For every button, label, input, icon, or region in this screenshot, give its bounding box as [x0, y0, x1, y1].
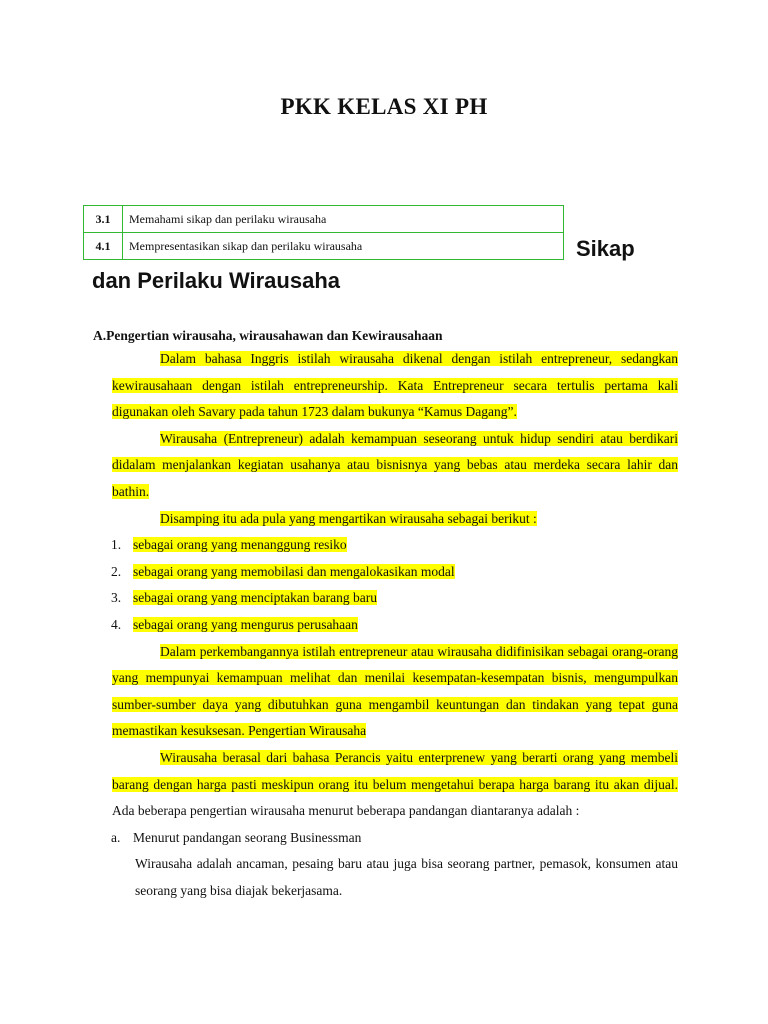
heading-part-1: Sikap: [576, 236, 635, 261]
section-heading-a: A.Pengertian wirausaha, wirausahawan dan Kewirausahaan: [93, 328, 443, 343]
alpha-list: [111, 825, 678, 852]
competency-text: Memahami sikap dan perilaku wirausaha: [123, 206, 564, 233]
paragraph-5: Wirausaha berasal dari bahasa Perancis yaitu enterprenew yang berarti orang yang membeli barang dengan harga pasti meskipun orang itu belum mengetahui berapa harga barang itu akan dijual. Ada beberapa pengertian wirausaha menurut beberapa pandangan diantaranya adalah :: [112, 749, 678, 819]
table-row: [84, 233, 564, 260]
list-item: 4. sebagai orang yang mengurus perusahaan: [111, 616, 358, 632]
heading-part-2: dan Perilaku Wirausaha: [92, 268, 341, 293]
list-item: 2. sebagai orang yang memobilasi dan mengalokasikan modal: [111, 563, 455, 579]
document-body: [112, 346, 678, 904]
paragraph-6: Wirausaha adalah ancaman, pesaing baru atau juga bisa seorang partner, pemasok, konsumen atau seorang yang bisa diajak bekerjasama.: [135, 856, 678, 898]
list-item: 1. sebagai orang yang menanggung resiko: [111, 537, 347, 553]
competency-text: Mempresentasikan sikap dan perilaku wirausaha: [123, 233, 564, 260]
competency-table: [83, 205, 564, 260]
definition-list: [111, 532, 678, 638]
paragraph-2: Wirausaha (Entrepreneur) adalah kemampuan seseorang untuk hidup sendiri atau berdikari didalam menjalankan kegiatan usahanya atau bisnisnya yang bebas atau merdeka secara lahir dan bathin.: [112, 430, 678, 499]
competency-code: 4.1: [84, 233, 123, 260]
list-item: 3. sebagai orang yang menciptakan barang baru: [111, 590, 378, 606]
paragraph-3: Disamping itu ada pula yang mengartikan wirausaha sebagai berikut :: [160, 510, 537, 526]
list-item: a. Menurut pandangan seorang Businessman: [111, 829, 362, 845]
competency-code: 3.1: [84, 206, 123, 233]
paragraph-1: Dalam bahasa Inggris istilah wirausaha dikenal dengan istilah entrepreneur, sedangkan kewirausahaan dengan istilah entrepreneurship. Kata Entrepreneur secara tertulis pertama kali digunakan oleh Savary pada tahun 1723 dalam bukunya “Kamus Dagang”.: [112, 351, 678, 420]
document-title: PKK KELAS XI PH: [280, 94, 488, 119]
paragraph-4: Dalam perkembangannya istilah entrepreneur atau wirausaha didifinisikan sebagai orang-orang yang mempunyai kemampuan melihat dan menilai kesempatan-kesempatan bisnis, mengumpulkan sumber-sumber daya yang dibutuhkan guna mengambil keuntungan dan tindakan yang tepat guna memastikan kesuksesan. Pengertian Wirausaha: [112, 643, 678, 739]
table-row: [84, 206, 564, 233]
